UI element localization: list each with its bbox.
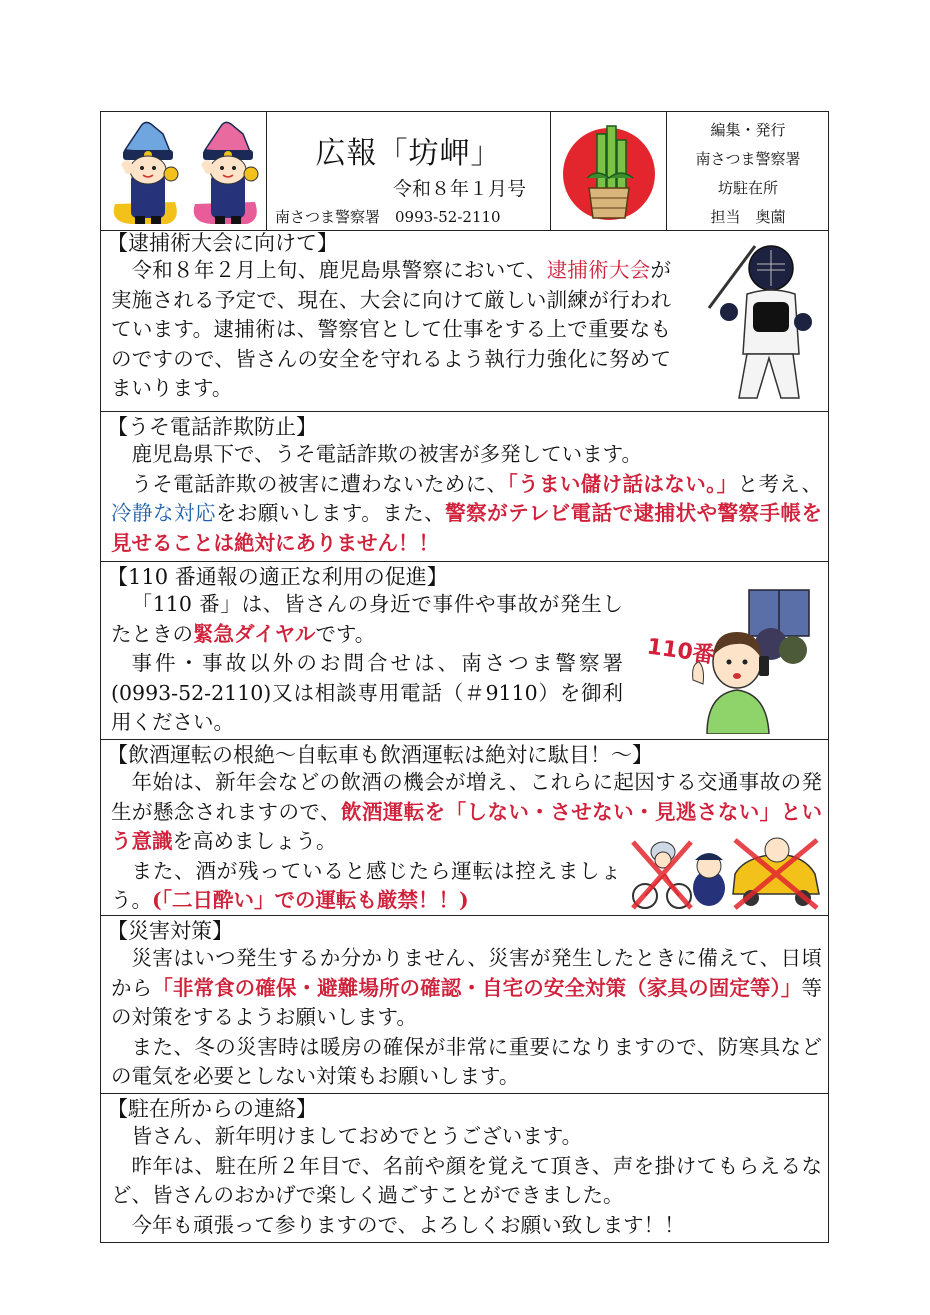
section-body: 年始は、新年会などの飲酒の機会が増え、これらに起因する交通事故の発生が懸念されますので、飲酒運転を「しない・させない・見逃さない」という意識を高めましょう。 — [111, 770, 823, 853]
publisher-info — [667, 112, 829, 232]
section-body: 令和８年２月上旬、鹿児島県警察において、逮捕術大会が実施される予定で、現在、大会に向けて厳しい訓練が行われています。逮捕術は、警察官として仕事をする上で重要なものですので、皆さんの安全を守れるよう執行力強化に努めてまいります。 — [111, 258, 672, 400]
no-drunk-driving-illustration — [629, 834, 825, 914]
section-heading: 【うそ電話詐欺防止】 — [107, 415, 317, 439]
section-disaster — [101, 916, 828, 1094]
section-heading: 【駐在所からの連絡】 — [107, 1097, 317, 1121]
publisher-cell — [667, 112, 829, 230]
kadomatsu-cell — [551, 112, 667, 230]
110-badge-text: 110番 — [645, 634, 717, 669]
section-body: 「110 番」は、皆さんの身近で事件や事故が発生したときの緊急ダイヤルです。 — [111, 592, 623, 646]
section-body: 鹿児島県下で、うそ電話詐欺の被害が多発しています。 — [131, 442, 642, 466]
newsletter-frame — [100, 111, 829, 1243]
section-body: 皆さん、新年明けましておめでとうございます。 — [131, 1124, 583, 1148]
station-contact: 南さつま警察署 0993-52-2110 — [275, 208, 501, 226]
kadomatsu-sun-illustration — [551, 112, 667, 230]
section-body: また、冬の災害時は暖房の確保が非常に重要になりますので、防寒具などの電気を必要としない対策もお願いします。 — [111, 1034, 822, 1088]
section-heading: 【災害対策】 — [107, 919, 233, 943]
newsletter-title: 広報「坊岬」 — [315, 136, 502, 171]
title-cell — [267, 112, 551, 230]
section-phone-fraud — [101, 412, 828, 562]
section-heading: 【110 番通報の適正な利用の促進】 — [107, 565, 448, 589]
publisher-line: 担当 奥薗 — [710, 208, 786, 226]
section-body: うそ電話詐欺の被害に遭わないために、「うまい儲け話はない。」と考え、冷静な対応をお願いします。また、警察がテレビ電話で逮捕状や警察手帳を見せることは絶対にありません！！ — [111, 471, 823, 555]
section-body: 今年も頑張って参りますので、よろしくお願い致します！！ — [131, 1212, 685, 1237]
newsletter-header — [101, 112, 828, 231]
police-mascots-illustration — [101, 112, 267, 230]
section-body: また、酒が残っていると感じたら運転は控えましょう。(「二日酔い」での運転も厳禁！！) — [111, 858, 621, 912]
section-station-message — [101, 1094, 828, 1242]
section-body: 事件・事故以外のお問合せは、南さつま警察署(0993-52-2110)又は相談専用電話（＃9110）を御利用ください。 — [111, 651, 623, 734]
mascot-cell — [101, 112, 267, 230]
section-drunk-driving — [101, 740, 828, 916]
section-110-call — [101, 562, 828, 740]
section-body: 災害はいつ発生するか分かりません、災害が発生したときに備えて、日頃から「非常食の確保・避難場所の確認・自宅の安全対策（家具の固定等）」等の対策をするようお願いします。 — [111, 946, 823, 1029]
publisher-line: 南さつま警察署 — [695, 150, 801, 168]
section-body: 昨年は、駐在所２年目で、名前や顔を覚えて頂き、声を掛けてもらえるなど、皆さんのおかげで楽しく過ごすことができました。 — [111, 1153, 822, 1207]
kendo-officer-illustration — [699, 236, 825, 406]
emergency-call-illustration — [641, 584, 821, 734]
issue-date: 令和８年１月号 — [392, 178, 526, 200]
publisher-line: 坊駐在所 — [717, 179, 778, 197]
publisher-line: 編集・発行 — [710, 121, 786, 139]
section-heading: 【飲酒運転の根絶～自転車も飲酒運転は絶対に駄目！～】 — [107, 743, 653, 767]
section-heading: 【逮捕術大会に向けて】 — [107, 231, 338, 255]
section-arrest-tournament — [101, 230, 828, 412]
